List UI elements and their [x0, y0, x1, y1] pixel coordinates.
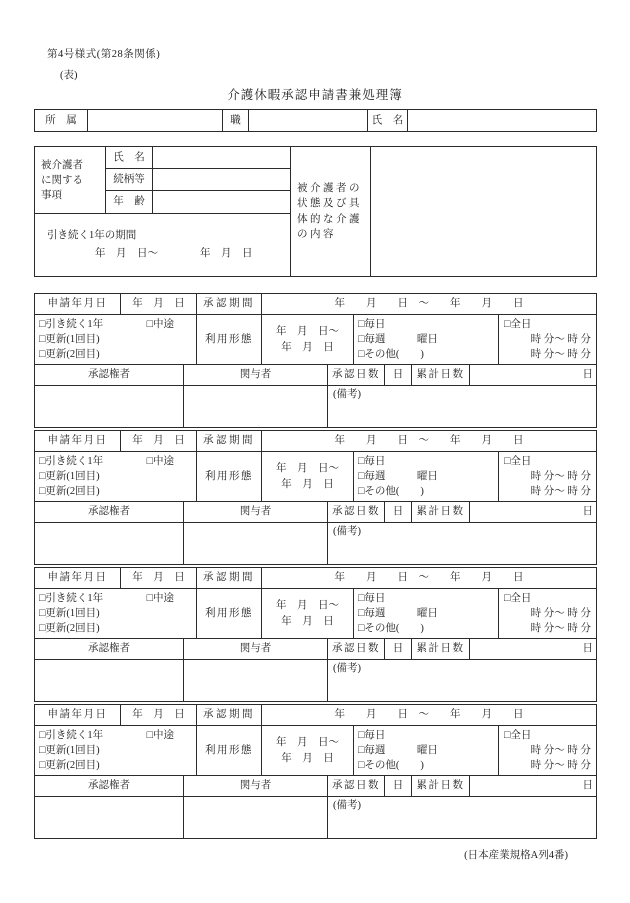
checkbox-icon[interactable]: □ — [358, 319, 365, 330]
usage-date-line1: 年 月 日～ — [276, 736, 339, 748]
checkbox-icon[interactable]: □ — [504, 593, 511, 604]
approval-period-label: 承認期間 — [197, 294, 262, 315]
checkbox-renewal-2nd[interactable] — [39, 758, 192, 773]
affiliation-label: 所 属 — [35, 110, 88, 132]
condition-label-line: 体的な介護 — [297, 213, 362, 225]
period-date-value: 年 月 日～ 年 月 日 — [95, 248, 253, 259]
checkbox-every-week[interactable] — [358, 606, 494, 621]
remarks-cell[interactable] — [328, 523, 597, 565]
position-label: 職 — [223, 110, 249, 132]
checkbox-label: 中途 — [153, 730, 174, 741]
checkbox-all-day[interactable] — [504, 728, 591, 743]
usage-date-line2: 年 月 日 — [281, 615, 334, 627]
checkbox-icon[interactable]: □ — [39, 730, 46, 741]
usage-date-line2: 年 月 日 — [281, 752, 334, 764]
checkbox-icon[interactable]: □ — [39, 334, 46, 345]
checkbox-icon[interactable]: □ — [358, 593, 365, 604]
checkbox-label: 中途 — [153, 319, 174, 330]
approved-days-unit: 日 — [385, 776, 412, 797]
checkbox-continuous-one-year[interactable] — [39, 317, 103, 332]
age-label: 年 齢 — [106, 191, 153, 214]
time-range-input[interactable]: 時 分～ 時 分 — [530, 760, 591, 771]
checkbox-all-day[interactable] — [504, 591, 591, 606]
remarks-cell[interactable] — [328, 386, 597, 428]
checkbox-other[interactable] — [358, 347, 494, 362]
usage-date-input[interactable] — [262, 315, 354, 365]
participant-label: 関与者 — [184, 639, 328, 660]
application-date-label: 申請年月日 — [35, 705, 121, 726]
checkbox-label: 更新(1回目) — [45, 471, 100, 482]
checkbox-label: 毎日 — [364, 593, 386, 604]
checkbox-label: 更新(2回目) — [45, 349, 100, 360]
condition-input[interactable] — [371, 147, 597, 277]
checkbox-every-day[interactable] — [358, 728, 494, 743]
checkbox-icon[interactable]: □ — [358, 349, 365, 360]
approver-signature-cell[interactable] — [35, 660, 184, 702]
record-block — [34, 704, 597, 839]
checkbox-icon[interactable]: □ — [146, 456, 153, 467]
time-range-input[interactable]: 時 分～ 時 分 — [530, 745, 591, 756]
checkbox-continuous-one-year[interactable] — [39, 454, 103, 469]
usage-form-label: 利用形態 — [197, 589, 262, 639]
checkbox-icon[interactable]: □ — [504, 319, 511, 330]
care-recipient-table — [34, 146, 597, 277]
checkbox-continuous-one-year[interactable] — [39, 591, 103, 606]
application-date-label: 申請年月日 — [35, 568, 121, 589]
checkbox-midway[interactable] — [147, 728, 174, 743]
record-block — [34, 430, 597, 565]
checkbox-label: その他( ) — [364, 623, 424, 634]
age-input[interactable] — [153, 191, 291, 214]
checkbox-every-week[interactable] — [358, 743, 494, 758]
checkbox-label: 毎週 曜日 — [364, 334, 438, 345]
checkbox-icon[interactable]: □ — [146, 319, 153, 330]
total-days-label: 累計日数 — [412, 776, 470, 797]
checkbox-renewal-2nd[interactable] — [39, 621, 192, 636]
participant-signature-cell[interactable] — [184, 660, 328, 702]
checkbox-icon[interactable]: □ — [39, 593, 46, 604]
approved-days-label: 承認日数 — [328, 639, 385, 660]
approver-signature-cell[interactable] — [35, 523, 184, 565]
approved-days-unit: 日 — [385, 365, 412, 386]
time-cell — [499, 726, 597, 776]
approval-period-label: 承認期間 — [197, 705, 262, 726]
continuous-year-period-cell[interactable] — [35, 214, 291, 277]
position-input[interactable] — [249, 110, 368, 132]
condition-label-line: 状態及び具 — [297, 198, 362, 209]
checkbox-icon[interactable]: □ — [39, 623, 46, 634]
checkbox-icon[interactable]: □ — [39, 349, 46, 360]
checkbox-icon[interactable]: □ — [358, 745, 365, 756]
checkbox-icon[interactable]: □ — [358, 730, 365, 741]
usage-date-input[interactable] — [262, 589, 354, 639]
checkbox-icon[interactable]: □ — [358, 471, 365, 482]
approved-days-unit: 日 — [385, 639, 412, 660]
checkbox-midway[interactable] — [147, 454, 174, 469]
checkbox-renewal-1st[interactable] — [39, 332, 192, 347]
condition-label — [291, 147, 371, 277]
approver-label: 承認権者 — [35, 365, 184, 386]
checkbox-renewal-1st[interactable] — [39, 469, 192, 484]
checkbox-other[interactable] — [358, 621, 494, 636]
checkbox-icon[interactable]: □ — [358, 456, 365, 467]
record-blocks — [34, 293, 596, 839]
usage-date-line1: 年 月 日～ — [276, 599, 339, 611]
relationship-label: 続柄等 — [106, 169, 153, 191]
checkbox-label: その他( ) — [364, 349, 424, 360]
checkbox-label: 全日 — [510, 319, 532, 330]
checkbox-label: 全日 — [510, 456, 532, 467]
usage-date-input[interactable] — [262, 452, 354, 502]
record-block — [34, 567, 597, 702]
form-number: 第4号様式(第28条関係) — [47, 49, 161, 60]
approver-label: 承認権者 — [35, 502, 184, 523]
checkbox-every-day[interactable] — [358, 454, 494, 469]
care-recipient-section-label — [35, 147, 106, 214]
checkbox-label: 毎日 — [364, 319, 386, 330]
application-date-input[interactable]: 年 月 日 — [121, 705, 197, 726]
application-date-input[interactable]: 年 月 日 — [121, 568, 197, 589]
checkbox-label: 中途 — [153, 456, 174, 467]
remarks-label: (備考) — [333, 800, 361, 811]
checkbox-every-week[interactable] — [358, 469, 494, 484]
checkbox-icon[interactable]: □ — [358, 608, 365, 619]
checkbox-icon[interactable]: □ — [39, 486, 46, 497]
checkbox-label: その他( ) — [364, 760, 424, 771]
checkbox-label: 毎週 曜日 — [364, 471, 438, 482]
application-date-label: 申請年月日 — [35, 431, 121, 452]
checkbox-label: その他( ) — [364, 486, 424, 497]
remarks-label: (備考) — [333, 663, 361, 674]
usage-form-label: 利用形態 — [197, 726, 262, 776]
checkbox-label: 毎週 曜日 — [364, 745, 438, 756]
checkbox-every-day[interactable] — [358, 317, 494, 332]
checkbox-label: 更新(1回目) — [45, 608, 100, 619]
checkbox-icon[interactable]: □ — [504, 730, 511, 741]
checkbox-icon[interactable]: □ — [146, 593, 153, 604]
total-days-unit: 日 — [470, 502, 597, 523]
checkbox-label: 引き続く1年 — [45, 456, 104, 467]
recipient-name-label: 氏 名 — [106, 147, 153, 169]
time-range-input[interactable]: 時 分～ 時 分 — [530, 471, 591, 482]
checkbox-icon[interactable]: □ — [358, 623, 365, 634]
checkbox-label: 中途 — [153, 593, 174, 604]
time-cell — [499, 589, 597, 639]
checkbox-other[interactable] — [358, 484, 494, 499]
participant-label: 関与者 — [184, 365, 328, 386]
checkbox-icon[interactable]: □ — [39, 745, 46, 756]
usage-form-label: 利用形態 — [197, 452, 262, 502]
checkbox-label: 更新(1回目) — [45, 334, 100, 345]
checkbox-icon[interactable]: □ — [504, 456, 511, 467]
condition-label-line: 被介護者の — [297, 182, 362, 194]
remarks-label: (備考) — [333, 389, 361, 400]
checkbox-label: 更新(2回目) — [45, 760, 100, 771]
participant-label: 関与者 — [184, 776, 328, 797]
frequency-cell — [354, 589, 499, 639]
remarks-cell[interactable] — [328, 797, 597, 839]
approved-days-label: 承認日数 — [328, 776, 385, 797]
frequency-cell — [354, 315, 499, 365]
checkbox-icon[interactable]: □ — [146, 730, 153, 741]
frequency-cell — [354, 452, 499, 502]
section-label-line: に関する — [41, 174, 83, 186]
time-range-input[interactable]: 時 分～ 時 分 — [530, 486, 591, 497]
checkbox-icon[interactable]: □ — [39, 760, 46, 771]
application-date-input[interactable]: 年 月 日 — [121, 294, 197, 315]
frequency-cell — [354, 726, 499, 776]
checkbox-label: 更新(2回目) — [45, 623, 100, 634]
checkbox-icon[interactable]: □ — [39, 608, 46, 619]
total-days-unit: 日 — [470, 365, 597, 386]
approver-signature-cell[interactable] — [35, 797, 184, 839]
leave-type-cell — [35, 315, 197, 365]
approval-period-input[interactable]: 年 月 日 ～ 年 月 日 — [262, 705, 597, 726]
participant-signature-cell[interactable] — [184, 386, 328, 428]
approval-period-input[interactable]: 年 月 日 ～ 年 月 日 — [262, 568, 597, 589]
participant-label: 関与者 — [184, 502, 328, 523]
checkbox-label: 毎日 — [364, 730, 386, 741]
leave-type-cell — [35, 452, 197, 502]
usage-form-label: 利用形態 — [197, 315, 262, 365]
approved-days-unit: 日 — [385, 502, 412, 523]
total-days-label: 累計日数 — [412, 502, 470, 523]
condition-label-line: の内容 — [297, 229, 336, 240]
leave-type-cell — [35, 726, 197, 776]
remarks-label: (備考) — [333, 526, 361, 537]
approval-period-label: 承認期間 — [197, 431, 262, 452]
approver-label: 承認権者 — [35, 639, 184, 660]
application-date-input[interactable]: 年 月 日 — [121, 431, 197, 452]
remarks-cell[interactable] — [328, 660, 597, 702]
checkbox-every-week[interactable] — [358, 332, 494, 347]
section-label-line: 事項 — [41, 189, 62, 201]
paper-size-note: (日本産業規格A列4番) — [464, 850, 568, 861]
checkbox-label: 毎日 — [364, 456, 386, 467]
approval-period-label: 承認期間 — [197, 568, 262, 589]
participant-signature-cell[interactable] — [184, 797, 328, 839]
approved-days-label: 承認日数 — [328, 365, 385, 386]
application-date-label: 申請年月日 — [35, 294, 121, 315]
checkbox-icon[interactable]: □ — [358, 486, 365, 497]
relationship-input[interactable] — [153, 169, 291, 191]
checkbox-midway[interactable] — [147, 317, 174, 332]
checkbox-label: 引き続く1年 — [45, 730, 104, 741]
total-days-unit: 日 — [470, 776, 597, 797]
record-block — [34, 293, 597, 428]
approval-period-input[interactable]: 年 月 日 ～ 年 月 日 — [262, 294, 597, 315]
checkbox-label: 更新(2回目) — [45, 486, 100, 497]
leave-type-cell — [35, 589, 197, 639]
usage-date-line1: 年 月 日～ — [276, 325, 339, 337]
checkbox-icon[interactable]: □ — [39, 319, 46, 330]
section-label-line: 被介護者 — [41, 159, 83, 171]
period-label: 引き続く1年の期間 — [47, 230, 137, 241]
usage-date-line1: 年 月 日～ — [276, 462, 339, 474]
name-input[interactable] — [408, 110, 597, 132]
total-days-label: 累計日数 — [412, 639, 470, 660]
name-label: 氏 名 — [368, 110, 408, 132]
total-days-unit: 日 — [470, 639, 597, 660]
checkbox-continuous-one-year[interactable] — [39, 728, 103, 743]
checkbox-renewal-1st[interactable] — [39, 743, 192, 758]
checkbox-label: 毎週 曜日 — [364, 608, 438, 619]
checkbox-renewal-1st[interactable] — [39, 606, 192, 621]
affiliation-input[interactable] — [88, 110, 223, 132]
time-range-input[interactable]: 時 分～ 時 分 — [530, 608, 591, 619]
checkbox-label: 全日 — [510, 593, 532, 604]
checkbox-label: 引き続く1年 — [45, 319, 104, 330]
approved-days-label: 承認日数 — [328, 502, 385, 523]
time-cell — [499, 315, 597, 365]
checkbox-renewal-2nd[interactable] — [39, 484, 192, 499]
checkbox-label: 更新(1回目) — [45, 745, 100, 756]
staff-table — [34, 109, 597, 132]
usage-date-line2: 年 月 日 — [281, 341, 334, 353]
time-range-input[interactable]: 時 分～ 時 分 — [530, 349, 591, 360]
page-title: 介護休暇承認申請書兼処理簿 — [227, 88, 403, 102]
checkbox-all-day[interactable] — [504, 317, 591, 332]
checkbox-all-day[interactable] — [504, 454, 591, 469]
checkbox-icon[interactable]: □ — [39, 471, 46, 482]
usage-date-line2: 年 月 日 — [281, 478, 334, 490]
checkbox-icon[interactable]: □ — [358, 334, 365, 345]
checkbox-other[interactable] — [358, 758, 494, 773]
time-range-input[interactable]: 時 分～ 時 分 — [530, 334, 591, 345]
checkbox-midway[interactable] — [147, 591, 174, 606]
recipient-name-input[interactable] — [153, 147, 291, 169]
usage-date-input[interactable] — [262, 726, 354, 776]
checkbox-icon[interactable]: □ — [39, 456, 46, 467]
approval-period-input[interactable]: 年 月 日 ～ 年 月 日 — [262, 431, 597, 452]
checkbox-renewal-2nd[interactable] — [39, 347, 192, 362]
approver-signature-cell[interactable] — [35, 386, 184, 428]
checkbox-icon[interactable]: □ — [358, 760, 365, 771]
side-label: (表) — [60, 70, 78, 81]
total-days-label: 累計日数 — [412, 365, 470, 386]
checkbox-every-day[interactable] — [358, 591, 494, 606]
participant-signature-cell[interactable] — [184, 523, 328, 565]
time-cell — [499, 452, 597, 502]
approver-label: 承認権者 — [35, 776, 184, 797]
time-range-input[interactable]: 時 分～ 時 分 — [530, 623, 591, 634]
checkbox-label: 全日 — [510, 730, 532, 741]
checkbox-label: 引き続く1年 — [45, 593, 104, 604]
